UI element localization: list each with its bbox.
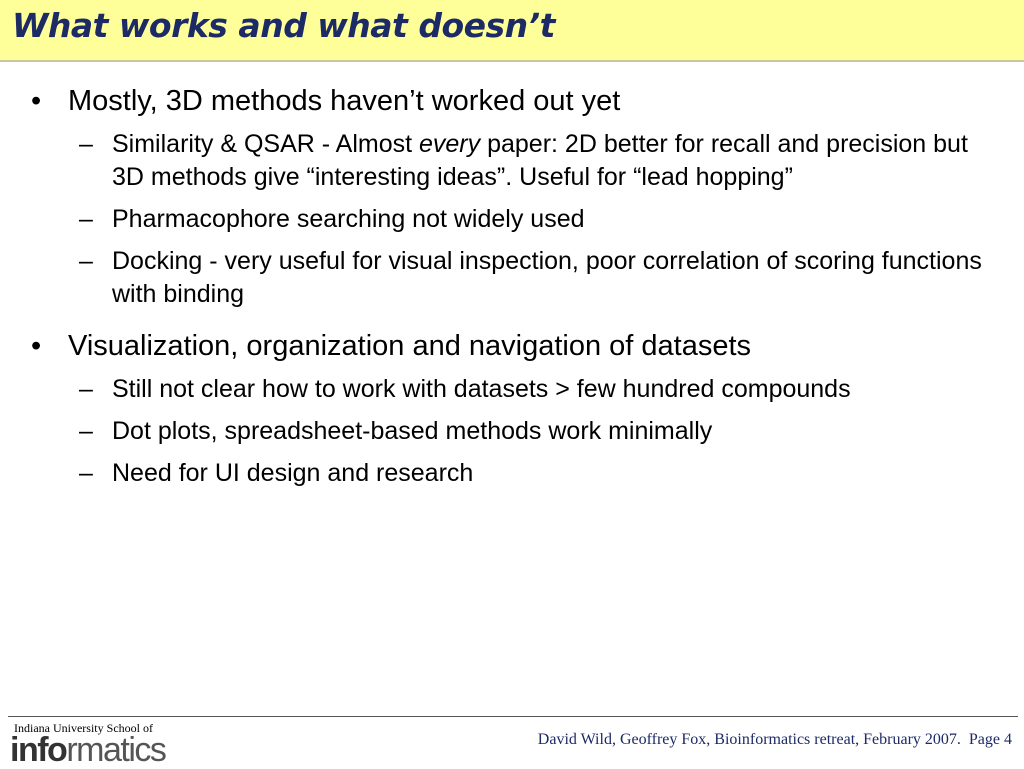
bullet-text: Mostly, 3D methods haven’t worked out yet [68, 85, 621, 117]
bullet-item [31, 329, 994, 363]
logo-bold-part: info [10, 731, 67, 769]
bullet-item [31, 84, 994, 118]
sub-bullet-item [79, 128, 994, 194]
bullet-icon: • [31, 330, 42, 362]
sub-bullet-text: Still not clear how to work with datasets > few hundred compounds [112, 375, 851, 403]
page-number: Page 4 [968, 731, 1012, 748]
dash-icon: – [79, 375, 93, 403]
credit-text: David Wild, Geoffrey Fox, Bioinformatics retreat, February 2007. [537, 731, 961, 748]
footer-credit [538, 731, 1012, 749]
sub-bullet-emphasis: every [419, 130, 481, 158]
logo-normal-part: rmatics [66, 731, 166, 769]
sub-bullet-text-before: Similarity & QSAR - Almost [112, 130, 419, 158]
sub-bullet-item [79, 373, 994, 406]
sub-bullet-text: Pharmacophore searching not widely used [112, 205, 585, 233]
dash-icon: – [79, 459, 93, 487]
sub-bullet-text-after: paper: 2D better for recall and precision but 3D methods give “interesting ideas”. Useful for “lead hopping” [112, 130, 968, 191]
dash-icon: – [79, 417, 93, 445]
sub-bullet-text: Docking - very useful for visual inspection, poor correlation of scoring functions with binding [112, 247, 982, 308]
slide-title: What works and what doesn’t [12, 6, 555, 45]
footer-divider [8, 716, 1018, 717]
sub-bullet-item [79, 203, 994, 236]
bullet-icon: • [31, 85, 42, 117]
dash-icon: – [79, 247, 93, 275]
sub-bullet-item [79, 457, 994, 490]
bullet-text: Visualization, organization and navigation of datasets [68, 330, 752, 362]
sub-bullet-text: Need for UI design and research [112, 459, 474, 487]
slide-content [0, 84, 1024, 490]
sub-bullet-item [79, 415, 994, 448]
school-name: Indiana University School of [14, 721, 153, 735]
title-bar [0, 0, 1024, 62]
sub-bullet-text: Dot plots, spreadsheet-based methods work minimally [112, 417, 713, 445]
dash-icon: – [79, 130, 93, 158]
informatics-logo [10, 733, 165, 767]
dash-icon: – [79, 205, 93, 233]
sub-bullet-item [79, 245, 994, 311]
